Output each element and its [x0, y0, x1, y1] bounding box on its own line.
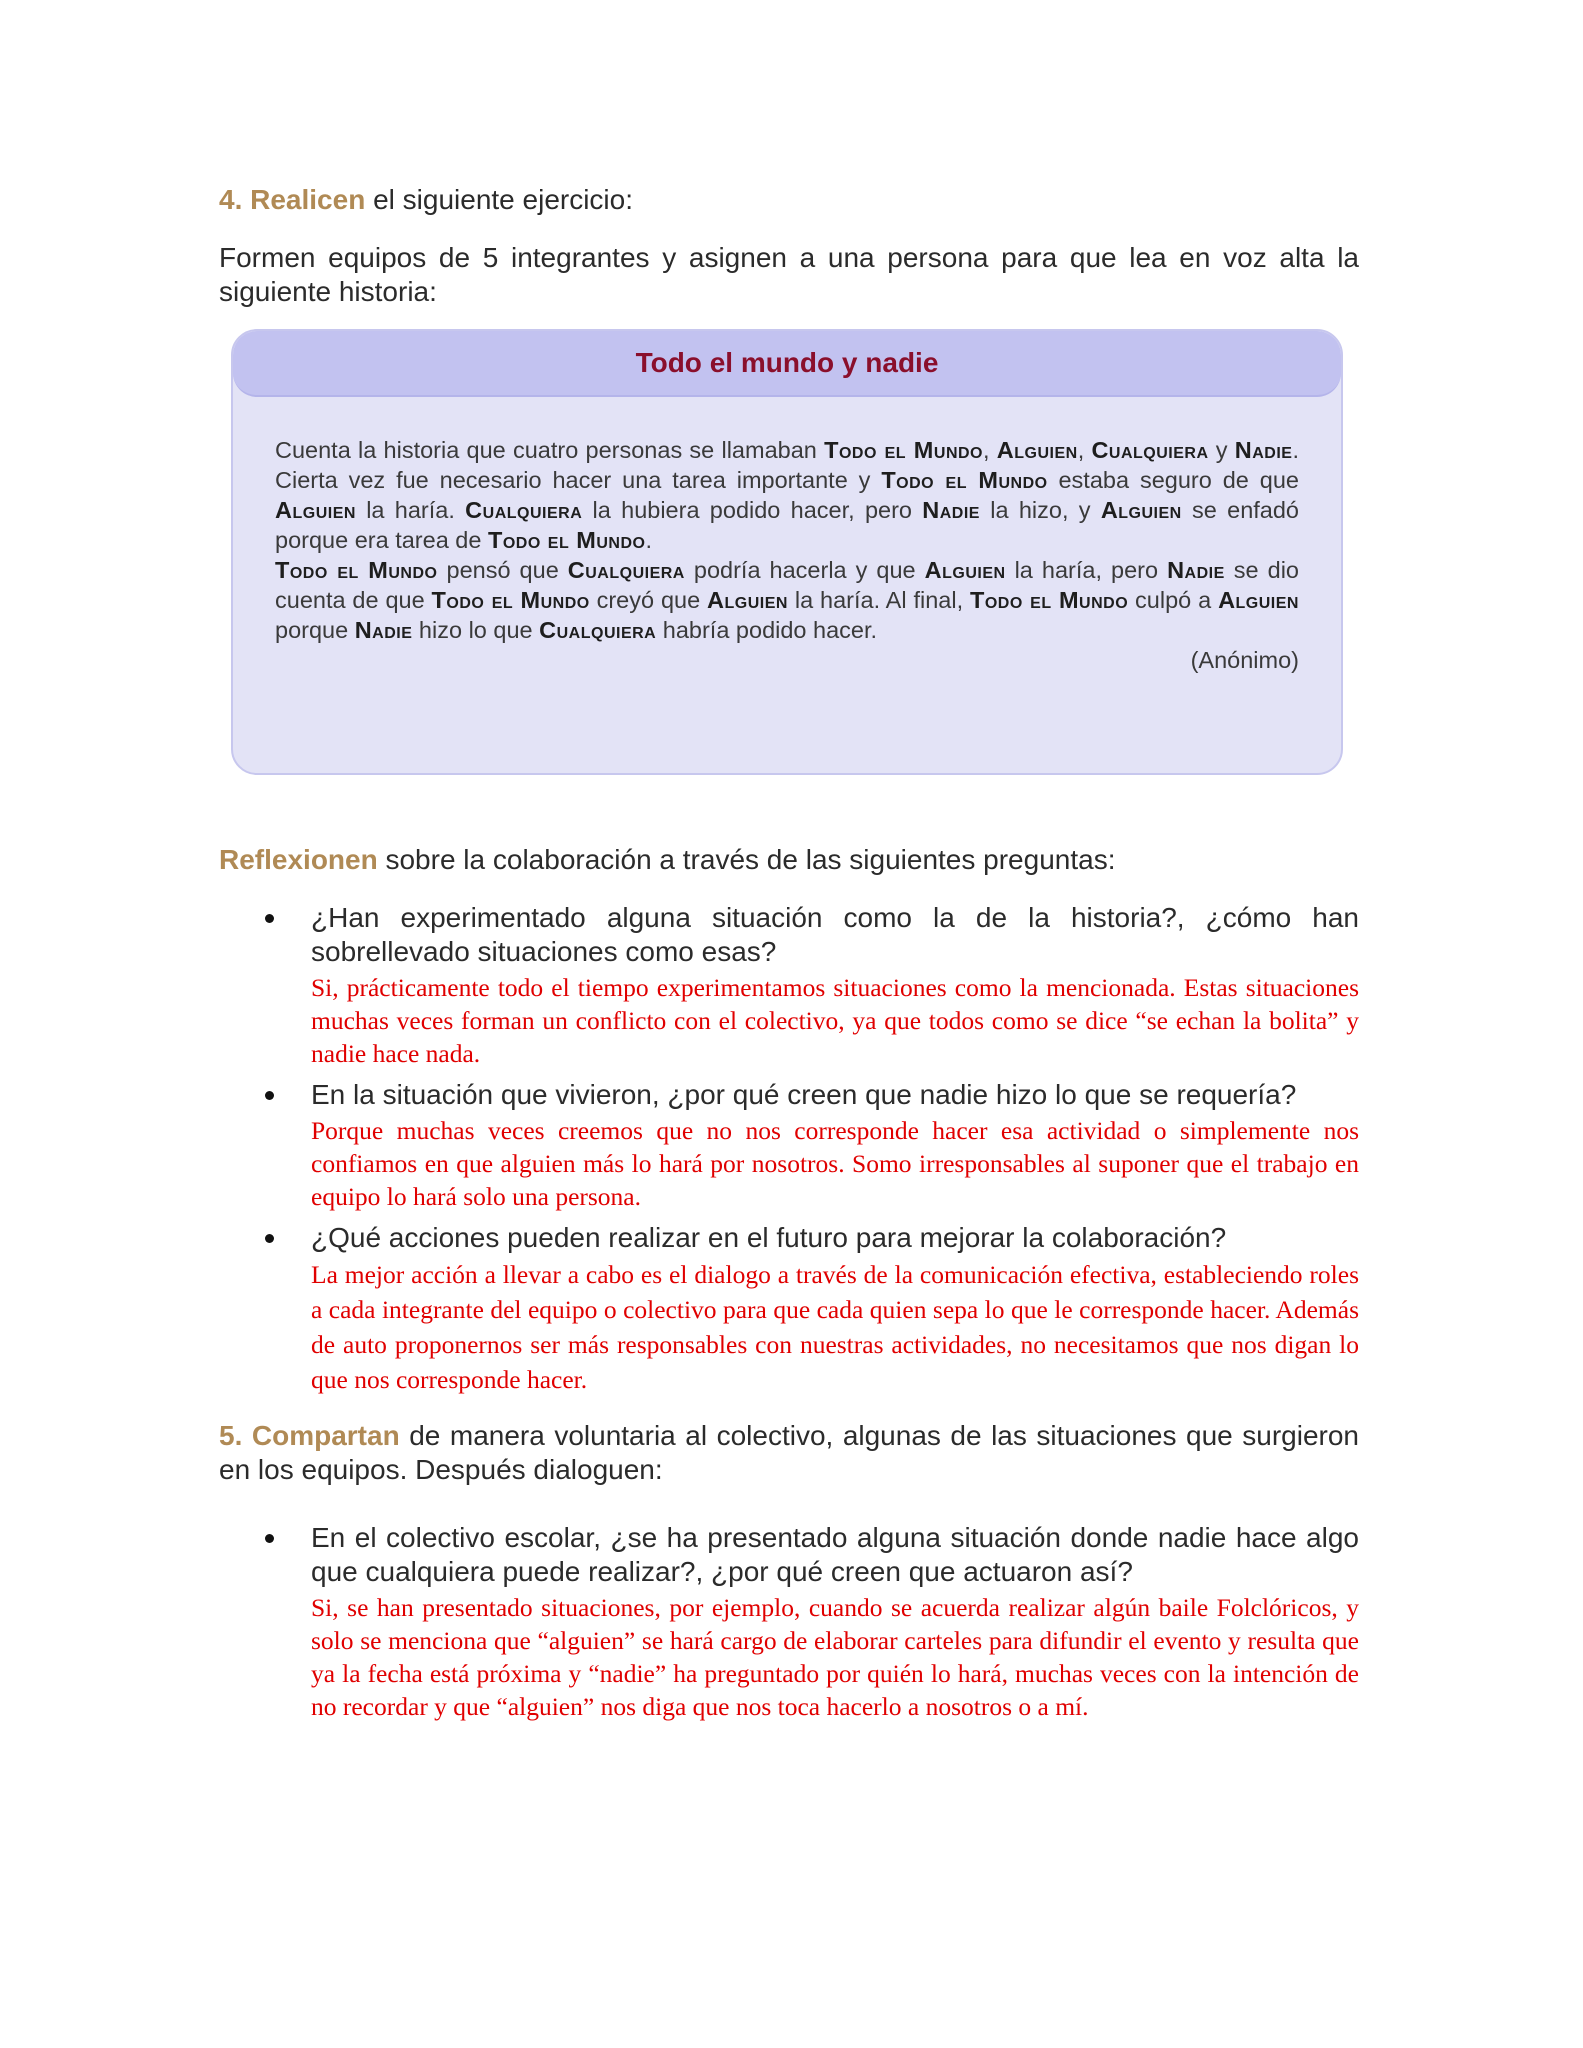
character-name: Alguien: [1218, 587, 1299, 613]
answer-text: La mejor acción a llevar a cabo es el dialogo a través de la comunicación efectiva, estableciendo roles a cada integrante del equipo o colectivo para que cada quien sepa lo que le corresponde hacer. Además de auto proponernos ser más responsables con nuestras actividades, no necesitamos que nos digan lo que nos corresponde hacer.: [311, 1260, 1359, 1394]
character-name: Todo el Mundo: [969, 587, 1129, 613]
character-name: Nadie: [1167, 557, 1225, 583]
share-question-list: [219, 1521, 1359, 1723]
story-text: .: [645, 527, 652, 553]
reflect-rest: sobre la colaboración a través de las siguientes preguntas:: [377, 844, 1116, 875]
story-paragraph-2: [275, 555, 1299, 645]
character-name: Alguien: [707, 587, 788, 613]
character-name: Cualquiera: [539, 617, 657, 643]
story-author: (Anónimo): [1190, 647, 1299, 673]
story-text: se enfadó porque era tarea de: [275, 497, 1299, 553]
character-name: Cualquiera: [567, 557, 685, 583]
character-name: Nadie: [354, 617, 413, 643]
question-text: En el colectivo escolar, ¿se ha presentado alguna situación donde nadie hace algo que cualquiera puede realizar?, ¿por qué creen que actuaron así?: [311, 1522, 1359, 1587]
story-text: pensó que: [437, 557, 568, 583]
bullet-icon: [265, 1091, 274, 1100]
character-name: Todo el Mundo: [431, 587, 590, 613]
step-5-rest: de manera voluntaria al colectivo, algunas de las situaciones que surgieron en los equipos. Después dialoguen:: [219, 1420, 1359, 1485]
story-box: [231, 329, 1343, 775]
list-item: [311, 1521, 1359, 1723]
answer-text: Porque muchas veces creemos que no nos corresponde hacer esa actividad o simplemente nos confiamos en que alguien más lo hará por nosotros. Somo irresponsables al suponer que el trabajo en equipo lo hará solo una persona.: [311, 1116, 1359, 1211]
bullet-icon: [265, 1534, 274, 1543]
answer-text: Si, prácticamente todo el tiempo experimentamos situaciones como la mencionada. Estas situaciones muchas veces forman un conflicto con el colectivo, ya que todos como se dice “se echan la bolita” y nadie hace nada.: [311, 973, 1359, 1068]
bullet-icon: [265, 1234, 274, 1243]
character-name: Todo el Mundo: [881, 467, 1048, 493]
step-5-heading: [219, 1419, 1359, 1487]
character-name: Nadie: [922, 497, 980, 523]
character-name: Alguien: [275, 497, 356, 523]
question-text: ¿Qué acciones pueden realizar en el futuro para mejorar la colaboración?: [311, 1222, 1227, 1253]
story-text: porque: [275, 617, 355, 643]
story-text: ,: [983, 437, 997, 463]
story-paragraph-1: [275, 435, 1299, 555]
character-name: Todo el Mundo: [824, 437, 983, 463]
story-text: estaba seguro de que: [1047, 467, 1299, 493]
story-text: y: [1208, 437, 1235, 463]
story-text: la haría.: [355, 497, 466, 523]
question-text: ¿Han experimentado alguna situación como la de la historia?, ¿cómo han sobrellevado situaciones como esas?: [311, 902, 1359, 967]
document-page: [219, 183, 1359, 1731]
character-name: Todo el Mundo: [275, 557, 438, 583]
step-4-rest: el siguiente ejercicio:: [365, 184, 634, 215]
character-name: Cualquiera: [1091, 437, 1209, 463]
character-name: Todo el Mundo: [487, 527, 646, 553]
story-text: hizo lo que: [412, 617, 540, 643]
story-text: culpó a: [1128, 587, 1219, 613]
story-text: podría hacerla y que: [684, 557, 925, 583]
reflect-verb: Reflexionen: [219, 844, 378, 875]
story-text: Cuenta la historia que cuatro personas se llamaban: [275, 437, 825, 463]
step-4-instruction: Formen equipos de 5 integrantes y asignen a una persona para que lea en voz alta la siguiente historia:: [219, 242, 1359, 307]
step-5-verb: 5. Compartan: [219, 1420, 400, 1451]
story-header: [233, 331, 1341, 397]
story-text: la haría, pero: [1005, 557, 1168, 583]
step-4-verb: 4. Realicen: [219, 184, 366, 215]
list-item: [311, 1221, 1359, 1397]
story-text: la hubiera podido hacer, pero: [582, 497, 923, 523]
reflect-question-list: [219, 901, 1359, 1397]
story-body: [233, 397, 1341, 675]
question-text: En la situación que vivieron, ¿por qué creen que nadie hizo lo que se requería?: [311, 1079, 1297, 1110]
story-text: ,: [1077, 437, 1092, 463]
answer-text: Si, se han presentado situaciones, por ejemplo, cuando se acuerda realizar algún baile Folclóricos, y solo se menciona que “alguien” se hará cargo de elaborar carteles para difundir el evento y resulta que ya la fecha está próxima y “nadie” ha preguntado por quién lo hará, muchas veces con la intención de no recordar y que “alguien” nos diga que nos toca hacerlo a nosotros o a mí.: [311, 1593, 1359, 1721]
story-text: la hizo, y: [979, 497, 1101, 523]
bullet-icon: [265, 914, 274, 923]
story-text: habría podido hacer.: [656, 617, 878, 643]
story-text: . Cierta vez fue necesario hacer una tarea importante y: [275, 437, 1300, 493]
list-item: [311, 1078, 1359, 1213]
character-name: Alguien: [924, 557, 1006, 583]
reflect-heading: [219, 843, 1359, 877]
character-name: Nadie: [1234, 437, 1293, 463]
character-name: Alguien: [996, 437, 1078, 463]
character-name: Cualquiera: [465, 497, 583, 523]
story-title: Todo el mundo y nadie: [635, 347, 939, 378]
story-text: la haría. Al final,: [787, 587, 970, 613]
step-4-heading: [219, 183, 1359, 217]
story-text: se dio cuenta de que: [275, 557, 1299, 613]
story-text: creyó que: [589, 587, 708, 613]
character-name: Alguien: [1100, 497, 1182, 523]
list-item: [311, 901, 1359, 1070]
